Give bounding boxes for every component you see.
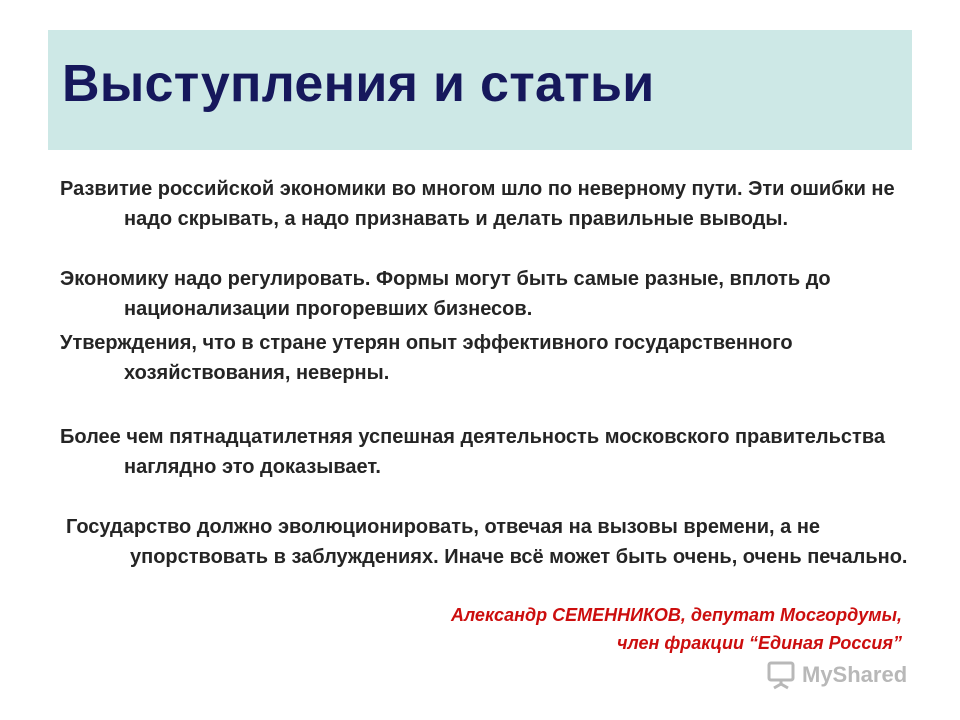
watermark-logo <box>766 660 907 690</box>
attribution-line-1: Александр СЕМЕННИКОВ, депутат Мосгордумы, <box>450 605 902 625</box>
paragraph-2: Экономику надо регулировать. Формы могут быть самые разные, вплоть до национализации прогоревших бизнесов. <box>60 268 831 320</box>
presentation-board-icon <box>766 660 796 690</box>
attribution-line-2: член фракции “Единая Россия” <box>616 633 902 653</box>
title-band <box>48 30 912 150</box>
paragraph-5: Государство должно эволюционировать, отвечая на вызовы времени, а не упорствовать в заблуждениях. Иначе всё может быть очень, очень печально. <box>66 516 908 568</box>
paragraph-3: Утверждения, что в стране утерян опыт эффективного государственного хозяйствования, неверны. <box>60 332 793 384</box>
paragraph-1: Развитие российской экономики во многом шло по неверному пути. Эти ошибки не надо скрывать, а надо признавать и делать правильные выводы. <box>60 178 895 230</box>
watermark-text: MyShared <box>802 662 908 687</box>
slide-title: Выступления и статьи <box>62 55 655 113</box>
paragraph-4: Более чем пятнадцатилетняя успешная деятельность московского правительства наглядно это доказывает. <box>60 426 885 478</box>
